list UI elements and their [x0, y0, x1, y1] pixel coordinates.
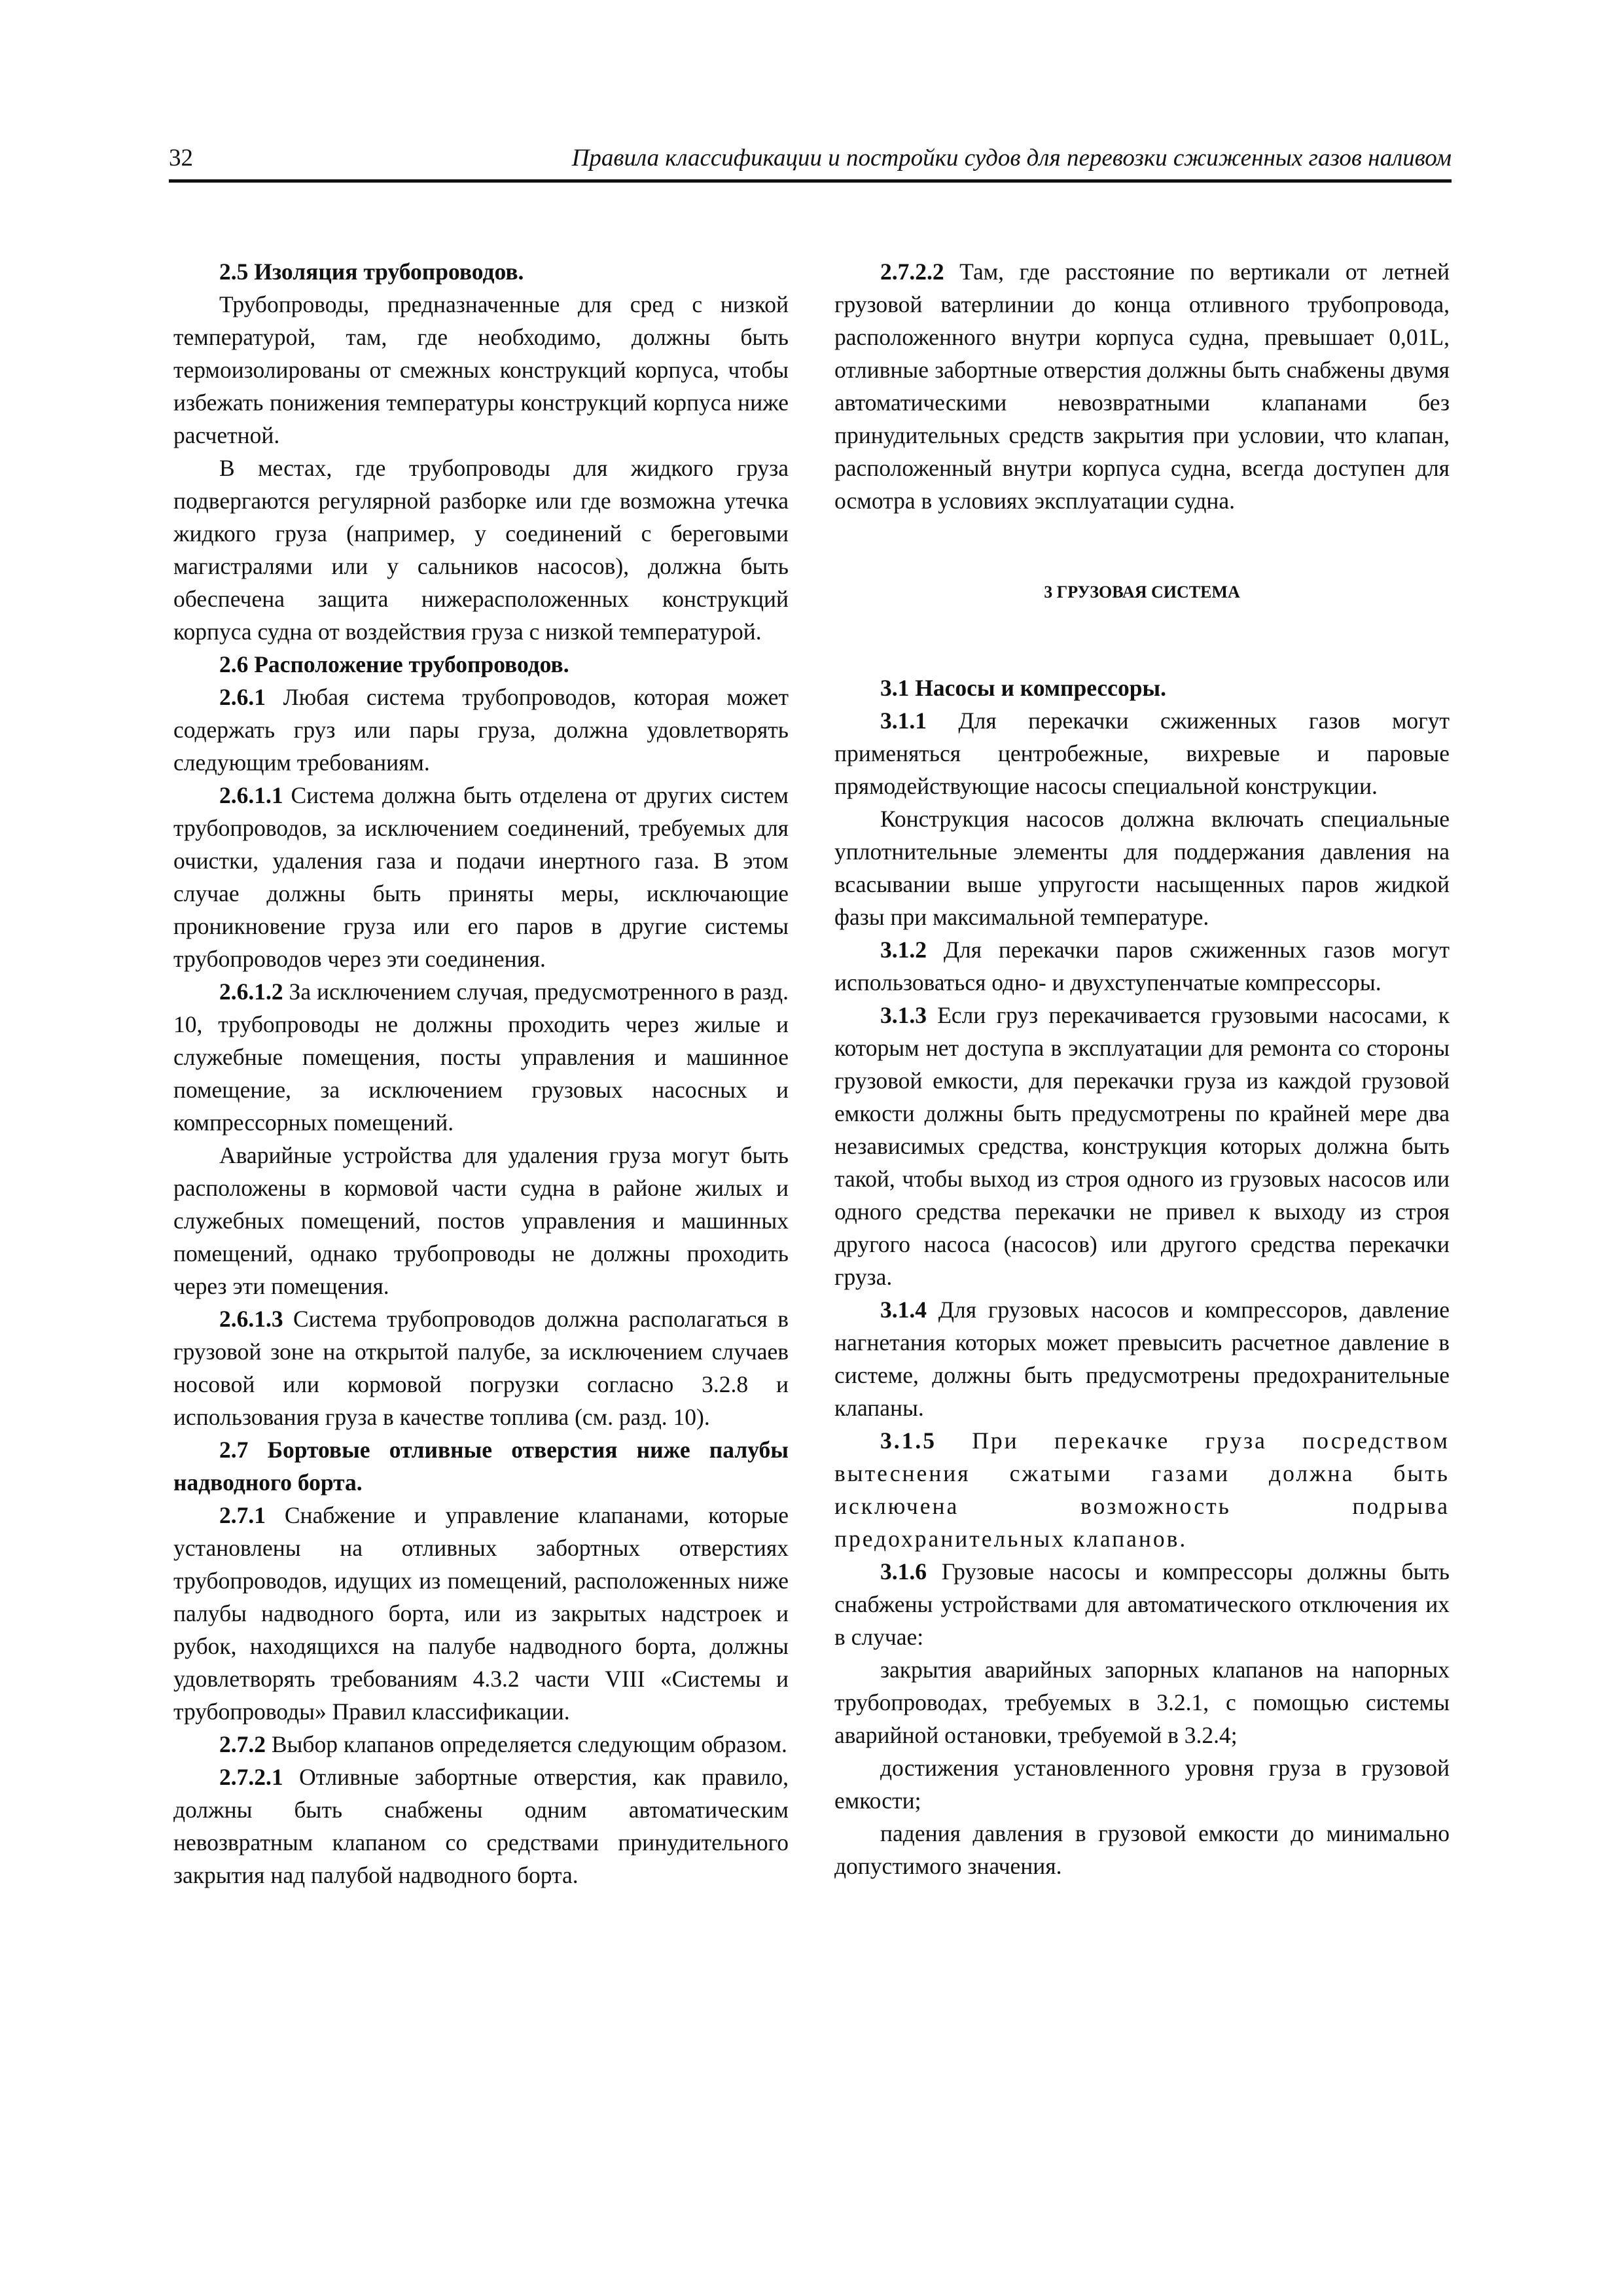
clause-text: Там, где расстояние по вертикали от летней грузовой ватерлинии до конца отливного трубопровода, расположенного внутри корпуса судна, превышает 0,01L, отливные забортные отверстия должны быть снабжены двумя автоматическими невозвратными клапанами без принудительных средств закрытия при условии, что клапан, расположенный внутри корпуса судна, всегда доступен для осмотра в условиях эксплуатации судна.: [834, 259, 1450, 514]
page-header: [169, 139, 1452, 183]
clause-2-6-1-3: [173, 1302, 789, 1433]
clause-number: 2.6.1.3: [219, 1306, 283, 1332]
clause-number: 2.7.2.2: [880, 259, 944, 285]
clause-3-1-2: [834, 933, 1450, 999]
page-number: 32: [169, 145, 193, 171]
clause-number: 2.7.2.1: [219, 1764, 283, 1790]
clause-text: Для перекачки сжиженных газов могут применяться центробежные, вихревые и паровые прямодействующие насосы специальной конструкции.: [834, 708, 1450, 799]
clause-text: Система трубопроводов должна располагаться в грузовой зоне на открытой палубе, за исключением случаев носовой или кормовой погрузки согласно 3.2.8 и использования груза в качестве топлива (см. разд. 10).: [173, 1306, 789, 1430]
section-3-1-title: 3.1 Насосы и компрессоры.: [880, 675, 1167, 701]
section-2-5-title: 2.5 Изоляция трубопроводов.: [219, 259, 524, 285]
clause-text: Любая система трубопроводов, которая может содержать груз или пары груза, должна удовлетворять следующим требованиям.: [173, 684, 789, 776]
clause-3-1-6-item-1: закрытия аварийных запорных клапанов на напорных трубопроводах, требуемых в 3.2.1, с помощью системы аварийной остановки, требуемой в 3.2.4;: [834, 1657, 1450, 1748]
clause-2-7-2: [173, 1728, 789, 1761]
clause-number: 3.1.2: [880, 937, 927, 963]
section-2-5-paragraph-1: Трубопроводы, предназначенные для сред с низкой температурой, там, где необходимо, должны быть термоизолированы от смежных конструкций корпуса, чтобы избежать понижения температуры конструкций корпуса ниже расчетной.: [173, 291, 789, 448]
left-column: [173, 255, 789, 1892]
section-2-5-paragraph-2: В местах, где трубопроводы для жидкого груза подвергаются регулярной разборке или где возможна утечка жидкого груза (например, у соединений с береговыми магистралями или у сальников насосов), должна быть обеспечена защита нижерасположенных конструкций корпуса судна от воздействия груза с низкой температурой.: [173, 455, 789, 645]
clause-2-7-2-1: [173, 1761, 789, 1892]
running-title: Правила классификации и постройки судов для перевозки сжиженных газов наливом: [571, 145, 1452, 171]
clause-text: Для грузовых насосов и компрессоров, давление нагнетания которых может превысить расчетное давление в системе, должны быть предусмотрены предохранительные клапаны.: [834, 1297, 1450, 1421]
clause-2-6-1: [173, 681, 789, 779]
clause-3-1-1-paragraph-2: Конструкция насосов должна включать специальные уплотнительные элементы для поддержания давления на всасывании выше упругости насыщенных паров жидкой фазы при максимальной температуре.: [834, 806, 1450, 930]
clause-2-7-1: [173, 1499, 789, 1728]
clause-text: Если груз перекачивается грузовыми насосами, к которым нет доступа в эксплуатации для ремонта со стороны грузовой емкости, для перекачки груза из каждой грузовой емкости должны быть предусмотрены по крайней мере два независимых средства, конструкция которых должна быть такой, чтобы выход из строя одного из грузовых насосов или одного средства перекачки не привел к выходу из строя другого насоса (насосов) или другого средства перекачки груза.: [834, 1002, 1450, 1290]
clause-3-1-3: [834, 999, 1450, 1293]
clause-number: 3.1.1: [880, 708, 927, 734]
clause-number: 2.7.2: [219, 1731, 266, 1757]
clause-3-1-6-item-3: падения давления в грузовой емкости до минимально допустимого значения.: [834, 1820, 1450, 1879]
clause-number: 2.7.1: [219, 1502, 266, 1528]
clause-text: Снабжение и управление клапанами, которые установлены на отливных забортных отверстиях трубопроводов, идущих из помещений, расположенных ниже палубы надводного борта, или из закрытых надстроек и рубок, находящихся на палубе надводного борта, должны удовлетворять требованиям 4.3.2 части VIII «Системы и трубопроводы» Правил классификации.: [173, 1502, 789, 1725]
clause-text: При перекачке груза посредством вытеснения сжатыми газами должна быть исключена возможность подрыва предохранительных клапанов.: [834, 1427, 1450, 1552]
page-body: [173, 255, 1450, 2186]
clause-number: 3.1.5: [880, 1427, 936, 1454]
clause-3-1-5: [834, 1424, 1450, 1555]
clause-number: 2.6.1.1: [219, 782, 283, 808]
clause-2-6-1-2-paragraph-2: Аварийные устройства для удаления груза могут быть расположены в кормовой части судна в районе жилых и служебных помещений, постов управления и машинных помещений, однако трубопроводы не должны проходить через эти помещения.: [173, 1142, 789, 1299]
clause-text: Выбор клапанов определяется следующим образом.: [266, 1731, 787, 1757]
right-column: [834, 255, 1450, 1882]
clause-3-1-4: [834, 1293, 1450, 1424]
clause-number: 2.6.1: [219, 684, 266, 710]
clause-text: Грузовые насосы и компрессоры должны быть снабжены устройствами для автоматического отключения их в случае:: [834, 1558, 1450, 1650]
clause-text: За исключением случая, предусмотренного в разд. 10, трубопроводы не должны проходить через жилые и служебные помещения, посты управления и машинное помещение, за исключением грузовых насосных и компрессорных помещений.: [173, 978, 789, 1136]
section-2-7-title: 2.7 Бортовые отливные отверстия ниже палубы надводного борта.: [173, 1437, 789, 1496]
clause-number: 3.1.3: [880, 1002, 927, 1028]
section-3-title: 3 ГРУЗОВАЯ СИСТЕМА: [1044, 583, 1240, 601]
clause-text: Для перекачки паров сжиженных газов могут использоваться одно- и двухступенчатые компрессоры.: [834, 937, 1450, 996]
clause-number: 3.1.6: [880, 1558, 927, 1585]
clause-3-1-1: [834, 704, 1450, 802]
section-2-6-title: 2.6 Расположение трубопроводов.: [219, 651, 569, 677]
clause-3-1-6-item-2: достижения установленного уровня груза в грузовой емкости;: [834, 1755, 1450, 1814]
clause-3-1-6: [834, 1555, 1450, 1653]
clause-text: Система должна быть отделена от других систем трубопроводов, за исключением соединений, требуемых для очистки, удаления газа и подачи инертного газа. В этом случае должны быть приняты меры, исключающие проникновение груза или его паров в другие системы трубопроводов через эти соединения.: [173, 782, 789, 972]
clause-number: 3.1.4: [880, 1297, 927, 1323]
clause-2-6-1-1: [173, 779, 789, 975]
clause-2-7-2-2: [834, 255, 1450, 517]
clause-number: 2.6.1.2: [219, 978, 283, 1005]
clause-text: Отливные забортные отверстия, как правило, должны быть снабжены одним автоматическим невозвратным клапаном со средствами принудительного закрытия над палубой надводного борта.: [173, 1764, 789, 1888]
clause-2-6-1-2: [173, 975, 789, 1139]
